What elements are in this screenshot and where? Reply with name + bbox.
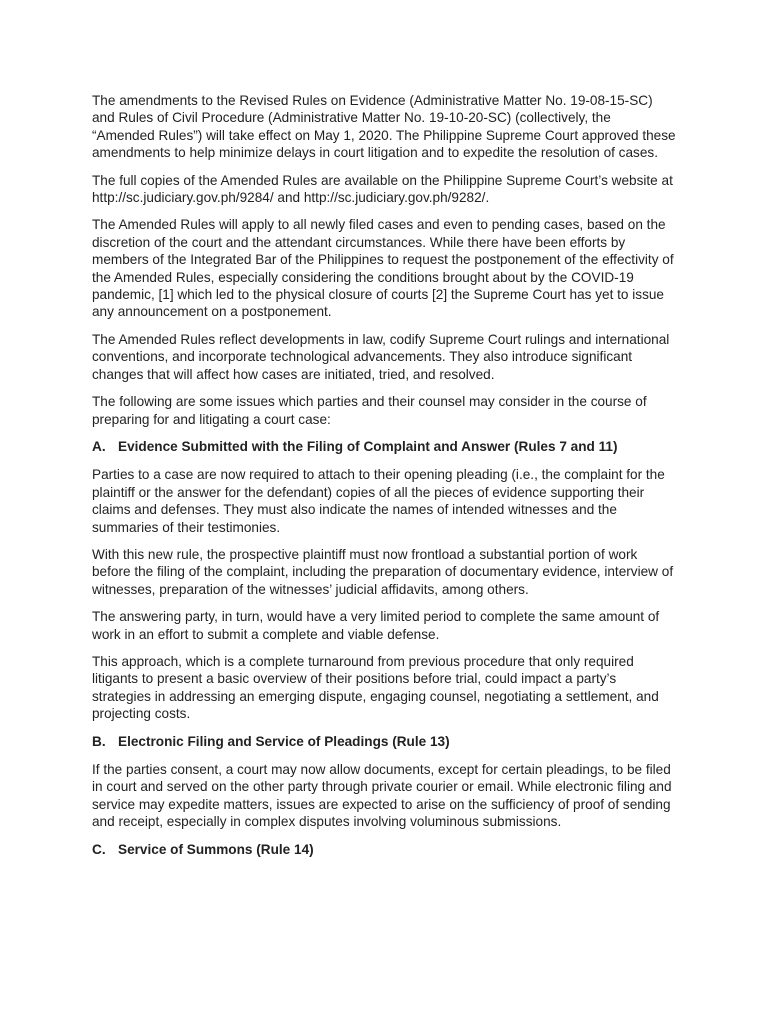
intro-paragraph-1: The amendments to the Revised Rules on Evidence (Administrative Matter No. 19-08-15-SC) and Rules of Civil Procedure (Administrative Matter No. 19-10-20-SC) (collectively, the “Amended Rules”) will take effect on May 1, 2020. The Philippine Supreme Court approved these amendments to help minimize delays in court litigation and to expedite the resolution of cases.	[92, 93, 676, 161]
section-c-heading	[92, 841, 676, 858]
section-a-paragraph-1: Parties to a case are now required to attach to their opening pleading (i.e., the complaint for the plaintiff or the answer for the defendant) copies of all the pieces of evidence supporting their claims and defenses. They must also indicate the names of intended witnesses and the summaries of their testimonies.	[92, 467, 665, 535]
section-c-letter: C.	[92, 841, 106, 857]
section-b-letter: B.	[92, 733, 106, 749]
section-a-paragraph-3: The answering party, in turn, would have a very limited period to complete the same amount of work in an effort to submit a complete and viable defense.	[92, 609, 660, 642]
section-a-heading	[92, 438, 676, 455]
section-a-paragraph-2: With this new rule, the prospective plaintiff must now frontload a substantial portion of work before the filing of the complaint, including the preparation of documentary evidence, interview of witnesses, preparation of the witnesses’ judicial affidavits, among others.	[92, 546, 674, 597]
section-b-paragraph-1: If the parties consent, a court may now allow documents, except for certain pleadings, to be filed in court and served on the other party through private courier or email. While electronic filing and service may expedite matters, issues are expected to arise on the sufficiency of proof of sending and receipt, especially in complex disputes involving voluminous submissions.	[92, 762, 672, 830]
intro-paragraph-3: The Amended Rules will apply to all newly filed cases and even to pending cases, based on the discretion of the court and the attendant circumstances. While there have been efforts by members of the Integrated Bar of the Philippines to request the postponement of the effectivity of the Amended Rules, especially considering the conditions brought about by the COVID-19 pandemic, [1] which led to the physical closure of courts [2] the Supreme Court has yet to issue any announcement on a postponement.	[92, 217, 674, 320]
intro-paragraph-5: The following are some issues which parties and their counsel may consider in the course of preparing for and litigating a court case:	[92, 394, 647, 427]
intro-paragraph-2: The full copies of the Amended Rules are available on the Philippine Supreme Court’s website at http://sc.judiciary.gov.ph/9284/ and http://sc.judiciary.gov.ph/9282/.	[92, 172, 673, 206]
section-b-heading	[92, 733, 676, 750]
section-a-letter: A.	[92, 438, 106, 454]
section-a-title: Evidence Submitted with the Filing of Complaint and Answer (Rules 7 and 11)	[118, 438, 618, 454]
section-a-paragraph-4: This approach, which is a complete turnaround from previous procedure that only required litigants to present a basic overview of their positions before trial, could impact a party’s strategies in addressing an emerging dispute, engaging counsel, negotiating a settlement, and projecting costs.	[92, 653, 659, 722]
section-c-title: Service of Summons (Rule 14)	[118, 841, 314, 857]
section-b-title: Electronic Filing and Service of Pleadings (Rule 13)	[118, 733, 450, 749]
intro-paragraph-4: The Amended Rules reflect developments in law, codify Supreme Court rulings and international conventions, and incorporate technological advancements. They also introduce significant changes that will affect how cases are initiated, tried, and resolved.	[92, 331, 670, 382]
